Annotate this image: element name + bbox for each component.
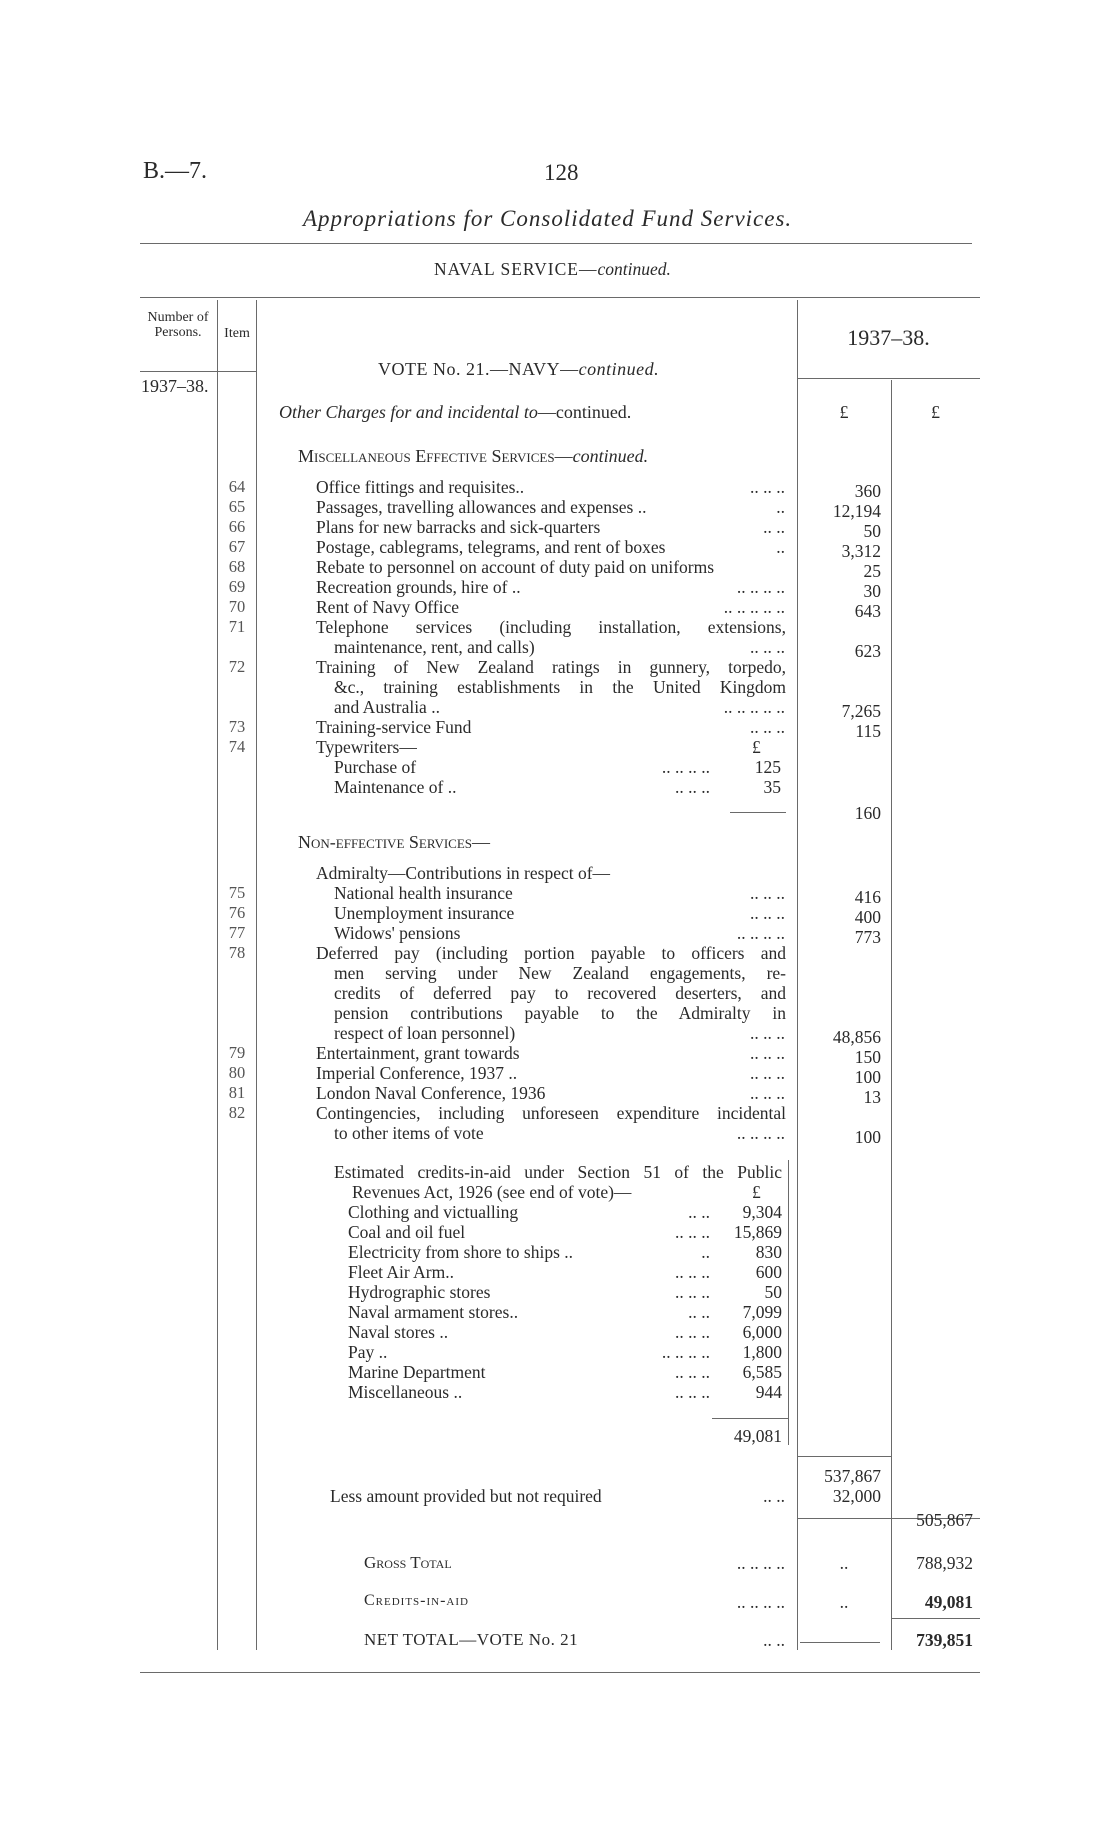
leader-dots: .. .. .. .. xyxy=(736,1123,785,1143)
gross-total-label: Gross Total xyxy=(364,1553,452,1572)
leader-dots: .. .. xyxy=(763,1486,785,1506)
admiralty-heading: Admiralty—Contributions in respect of— xyxy=(316,863,611,883)
page-title: Appropriations for Consolidated Fund Services. xyxy=(303,206,793,231)
item-description: Rent of Navy Office xyxy=(316,597,460,617)
vote-title-main: VOTE No. 21.—NAVY— xyxy=(378,359,579,379)
leader-dots: .. .. .. xyxy=(750,903,785,923)
item-number: 73 xyxy=(228,717,246,736)
credit-label: Miscellaneous .. xyxy=(348,1382,463,1402)
title-rule xyxy=(140,243,972,244)
leader-dots: .. .. .. xyxy=(675,1222,710,1242)
other-charges-italic: Other Charges for and incidental to xyxy=(279,402,538,422)
subtitle-main: NAVAL SERVICE— xyxy=(434,259,598,279)
item-number: 65 xyxy=(228,497,246,516)
less-label: Less amount provided but not required xyxy=(330,1486,602,1506)
item-description: Office fittings and requisites.. xyxy=(316,477,525,497)
leader-dots: .. .. .. xyxy=(675,1382,710,1402)
item-amount: 100 xyxy=(854,1127,881,1147)
subtotal-top-rule xyxy=(797,1456,891,1457)
item-amount: 3,312 xyxy=(841,541,881,561)
item-amount: 416 xyxy=(854,887,881,907)
item-description-cont: maintenance, rent, and calls) xyxy=(334,637,535,657)
credit-label: Naval stores .. xyxy=(348,1322,449,1342)
item-amount: 48,856 xyxy=(832,1027,881,1047)
net-total-amount: 739,851 xyxy=(916,1630,973,1650)
item-description: National health insurance xyxy=(334,883,513,903)
item-number: 80 xyxy=(228,1063,246,1082)
credits-total-rule xyxy=(712,1418,788,1419)
item-number: 81 xyxy=(228,1083,246,1102)
item-number: 78 xyxy=(228,943,246,962)
leader-dots: .. .. .. xyxy=(675,777,710,797)
item-amount: 400 xyxy=(854,907,881,927)
non-effective-heading: Non-effective Services— xyxy=(298,832,491,852)
vote-title-continued: continued. xyxy=(578,359,660,379)
item-header: Item xyxy=(224,326,250,341)
item-amount: 50 xyxy=(863,521,881,541)
credits-intro-line2: Revenues Act, 1926 (see end of vote)— xyxy=(352,1182,632,1202)
item-description-cont: and Australia .. xyxy=(334,697,440,717)
page-number: 128 xyxy=(544,160,579,185)
other-charges-cont: —continued. xyxy=(537,402,632,422)
credit-amount: 15,869 xyxy=(733,1222,782,1242)
item-description: Imperial Conference, 1937 .. xyxy=(316,1063,518,1083)
gross-mid-dots: .. xyxy=(839,1553,849,1573)
item-description: Entertainment, grant towards xyxy=(316,1043,520,1063)
net-other-charges: 505,867 xyxy=(916,1510,973,1530)
credits-in-aid-label: Credits-in-aid xyxy=(364,1592,469,1609)
subtotal-rule xyxy=(730,812,786,813)
leader-dots: .. .. .. .. xyxy=(736,1592,785,1612)
leader-dots: .. .. .. .. .. xyxy=(723,597,785,617)
leader-dots: .. .. .. xyxy=(750,883,785,903)
leader-dots: .. .. xyxy=(688,1202,710,1222)
leader-dots: .. xyxy=(776,537,785,557)
subtotal-amount: 537,867 xyxy=(824,1466,881,1486)
sub-item-amount: 125 xyxy=(754,757,781,777)
item-amount: 773 xyxy=(854,927,881,947)
leader-dots: .. .. .. .. xyxy=(736,1553,785,1573)
item-description-cont: credits of deferred pay to recovered deserters, and xyxy=(334,983,786,1003)
leader-dots: .. .. .. xyxy=(750,1043,785,1063)
item-number: 71 xyxy=(228,617,246,636)
item-description-cont: to other items of vote xyxy=(334,1123,484,1143)
item-amount: 25 xyxy=(863,561,881,581)
leader-dots: .. .. .. .. xyxy=(661,757,710,777)
item-description: Passages, travelling allowances and expenses .. xyxy=(316,497,647,517)
credit-label: Fleet Air Arm.. xyxy=(348,1262,454,1282)
credits-in-aid-amount: 49,081 xyxy=(924,1592,973,1612)
credits-mid-dots: .. xyxy=(839,1592,849,1612)
sub-item-label: Maintenance of .. xyxy=(334,777,457,797)
credit-label: Pay .. xyxy=(348,1342,388,1362)
item-description-cont: men serving under New Zealand engagements, re- xyxy=(334,963,786,983)
item-number: 79 xyxy=(228,1043,246,1062)
credit-amount: 1,800 xyxy=(742,1342,782,1362)
item-amount: 13 xyxy=(863,1087,881,1107)
item-amount: 150 xyxy=(854,1047,881,1067)
leader-dots: .. .. .. .. xyxy=(661,1342,710,1362)
col-divider-item xyxy=(256,300,257,1650)
credit-amount: 6,000 xyxy=(742,1322,782,1342)
item-description: Training-service Fund xyxy=(316,717,472,737)
leader-dots: .. .. .. xyxy=(675,1282,710,1302)
item-description: Plans for new barracks and sick-quarters xyxy=(316,517,601,537)
credits-detail-total: 49,081 xyxy=(733,1426,782,1446)
leader-dots: .. xyxy=(701,1242,710,1262)
table-bottom-rule xyxy=(140,1672,980,1673)
item-number: 66 xyxy=(228,517,246,536)
leader-dots: .. .. .. xyxy=(675,1262,710,1282)
item-number: 76 xyxy=(228,903,246,922)
item-amount: 7,265 xyxy=(841,701,881,721)
leader-dots: .. .. xyxy=(763,517,785,537)
item-number: 64 xyxy=(228,477,246,496)
item-number: 82 xyxy=(228,1103,246,1122)
item-number: 70 xyxy=(228,597,246,616)
year-header: 1937–38. xyxy=(847,325,930,350)
pound-sign: £ xyxy=(752,1182,761,1202)
vote-title xyxy=(378,359,659,380)
item-amount: 360 xyxy=(854,481,881,501)
leader-dots: .. .. .. xyxy=(750,1063,785,1083)
credit-amount: 944 xyxy=(755,1382,782,1402)
number-of-persons-header: Number of Persons. xyxy=(147,310,209,340)
leader-dots: .. .. .. .. xyxy=(736,577,785,597)
leader-dots: .. .. .. xyxy=(750,637,785,657)
item-amount: 12,194 xyxy=(832,501,881,521)
leader-dots: .. .. xyxy=(688,1302,710,1322)
item-amount: 623 xyxy=(854,641,881,661)
item-description-cont: &c., training establishments in the United Kingdom xyxy=(334,677,786,697)
section-subtitle xyxy=(434,259,671,280)
doc-reference: B.—7. xyxy=(143,158,208,184)
credit-amount: 50 xyxy=(764,1282,782,1302)
item-description-cont: pension contributions payable to the Admiralty in xyxy=(334,1003,786,1023)
item-description: Telephone services (including installation, extensions, xyxy=(316,617,786,637)
table-top-rule xyxy=(140,297,980,298)
year-left-label: 1937–38. xyxy=(141,376,209,396)
item-number: 72 xyxy=(228,657,246,676)
item-description: Unemployment insurance xyxy=(334,903,515,923)
item-amount: 30 xyxy=(863,581,881,601)
misc-section-heading xyxy=(298,446,648,467)
misc-heading-continued: continued. xyxy=(572,446,649,466)
item-description: Recreation grounds, hire of .. xyxy=(316,577,521,597)
header-rule-left xyxy=(140,371,256,372)
leader-dots: .. .. .. xyxy=(750,1083,785,1103)
credit-label: Hydrographic stores xyxy=(348,1282,491,1302)
net-mid-rule xyxy=(800,1642,880,1643)
sub-item-label: Purchase of xyxy=(334,757,417,777)
credit-label: Marine Department xyxy=(348,1362,486,1382)
misc-heading-main: Miscellaneous Effective Services— xyxy=(298,446,573,466)
item-description: Deferred pay (including portion payable to officers and xyxy=(316,943,786,963)
item-number: 69 xyxy=(228,577,246,596)
pound-header-1: £ xyxy=(839,402,849,422)
credit-label: Coal and oil fuel xyxy=(348,1222,466,1242)
header-rule-right xyxy=(797,378,980,379)
pound-sign: £ xyxy=(752,737,761,757)
item-description: London Naval Conference, 1936 xyxy=(316,1083,546,1103)
item-amount: 100 xyxy=(854,1067,881,1087)
col-divider-amount2 xyxy=(891,380,892,1650)
less-amount: 32,000 xyxy=(832,1486,881,1506)
subtitle-continued: continued. xyxy=(597,259,671,279)
credit-label: Clothing and victualling xyxy=(348,1202,519,1222)
item-description: Training of New Zealand ratings in gunnery, torpedo, xyxy=(316,657,786,677)
item-description: Rebate to personnel on account of duty paid on uniforms xyxy=(316,557,715,577)
item-number: 77 xyxy=(228,923,246,942)
net-total-label: NET TOTAL—VOTE No. 21 xyxy=(364,1630,579,1649)
gross-total-amount: 788,932 xyxy=(916,1553,973,1573)
credits-rule xyxy=(891,1618,980,1619)
credit-amount: 6,585 xyxy=(742,1362,782,1382)
credit-amount: 7,099 xyxy=(742,1302,782,1322)
leader-dots: .. .. .. xyxy=(750,1023,785,1043)
leader-dots: .. .. .. .. xyxy=(736,923,785,943)
item-description-cont: respect of loan personnel) xyxy=(334,1023,516,1043)
item-description: Contingencies, including unforeseen expenditure incidental xyxy=(316,1103,786,1123)
leader-dots: .. .. .. .. .. xyxy=(723,697,785,717)
leader-dots: .. .. xyxy=(763,1630,785,1650)
credit-amount: 9,304 xyxy=(742,1202,782,1222)
item-number: 68 xyxy=(228,557,246,576)
credits-intro-line1: Estimated credits-in-aid under Section 51 of the Public xyxy=(334,1162,782,1182)
item-number: 67 xyxy=(228,537,246,556)
leader-dots: .. .. .. xyxy=(675,1362,710,1382)
leader-dots: .. .. .. xyxy=(750,717,785,737)
credit-label: Naval armament stores.. xyxy=(348,1302,519,1322)
other-charges-heading xyxy=(279,402,631,423)
credit-amount: 600 xyxy=(755,1262,782,1282)
item-amount: 160 xyxy=(854,803,881,823)
item-amount: 115 xyxy=(855,721,881,741)
item-description: Widows' pensions xyxy=(334,923,461,943)
item-number: 74 xyxy=(228,737,246,756)
sub-item-amount: 35 xyxy=(763,777,781,797)
credit-label: Electricity from shore to ships .. xyxy=(348,1242,574,1262)
leader-dots: .. .. .. xyxy=(750,477,785,497)
leader-dots: .. xyxy=(776,497,785,517)
item-description: Postage, cablegrams, telegrams, and rent of boxes xyxy=(316,537,666,557)
credits-detail-divider xyxy=(788,1160,789,1445)
item-number: 75 xyxy=(228,883,246,902)
leader-dots: .. .. .. xyxy=(675,1322,710,1342)
item-description: Typewriters— xyxy=(316,737,417,757)
credit-amount: 830 xyxy=(755,1242,782,1262)
pound-header-2: £ xyxy=(931,402,940,422)
item-amount: 643 xyxy=(854,601,881,621)
